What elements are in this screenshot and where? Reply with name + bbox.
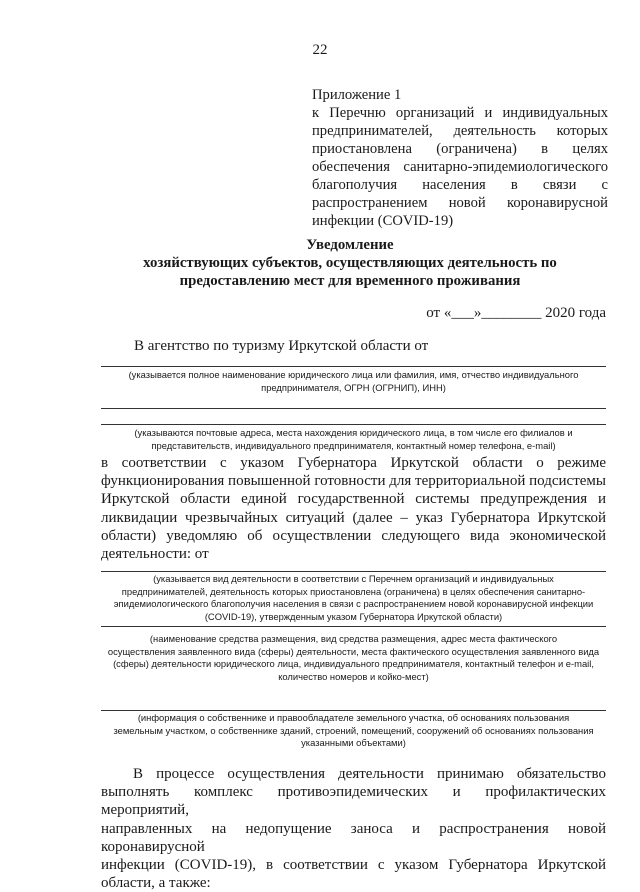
caption-line: предпринимателя, ОГРН (ОГРНИП), ИНН) — [261, 381, 446, 393]
appendix-line: к Перечню организаций и индивидуальных — [312, 105, 608, 121]
caption-line: (наименование средства размещения, вид средства размещения, адрес места фактического — [149, 633, 558, 644]
caption-line: осуществления заявленного вида (сферы) деятельности, места фактического осуществления заявленного вида — [107, 645, 600, 657]
appendix-line: приостановлена (ограничена) в целях — [312, 141, 608, 157]
paragraph-line: направленных на недопущение заноса и распространения новой коронавирусной — [101, 820, 606, 855]
paragraph-line: выполнять комплекс противоэпидемических и профилактических мероприятий, — [101, 784, 606, 819]
caption-line: представительств, индивидуального предпринимателя, контактный номер телефона, e-mail) — [151, 439, 556, 451]
appendix-line: инфекции (COVID-19) — [312, 213, 454, 229]
addressee-line: В агентство по туризму Иркутской области от — [134, 338, 429, 354]
title-line: предоставлению мест для временного проживания — [179, 273, 521, 289]
caption-line: (указывается полное наименование юридического лица или фамилия, имя, отчество индивидуального — [128, 369, 579, 380]
caption-line: земельным участком, о собственнике зданий, строений, помещений, сооружений об основаниях пользования — [113, 724, 594, 736]
caption-line: (COVID-19), утвержденным указом Губернатора Иркутской области) — [204, 610, 503, 622]
paragraph-line: в соответствии с указом Губернатора Иркутской области о режиме — [101, 455, 606, 471]
appendix-line: распространением новой коронавирусной — [312, 195, 608, 211]
fill-line — [101, 571, 606, 572]
appendix-block — [312, 86, 608, 230]
document-title — [60, 236, 640, 290]
caption-accommodation — [101, 633, 606, 683]
caption-applicant — [101, 369, 606, 394]
caption-line: указанными объектами) — [301, 737, 406, 748]
date-line: от «___»________ 2020 года — [426, 305, 606, 321]
fill-line — [101, 710, 606, 711]
appendix-line: обеспечения санитарно-эпидемиологического — [312, 159, 608, 175]
fill-line — [101, 626, 606, 627]
fill-line — [101, 424, 606, 425]
caption-line: (указываются почтовые адреса, места нахождения юридического лица, в том числе его филиалов и — [134, 427, 573, 438]
paragraph-line: ликвидации чрезвычайных ситуаций (далее – указ Губернатора Иркутской — [101, 509, 606, 526]
caption-line: предпринимателей, деятельность которых приостановлена (ограничена) в целях обеспечения санитарно- — [121, 585, 586, 597]
paragraph-line: инфекции (COVID-19), в соответствии с указом Губернатора Иркутской — [101, 857, 606, 874]
paragraph-line: В процессе осуществления деятельности принимаю обязательство — [133, 766, 606, 782]
appendix-title: Приложение 1 — [312, 87, 402, 103]
fill-line — [101, 408, 606, 409]
caption-line: (сферы) деятельности юридического лица, индивидуального предпринимателя, контактный телефон и e-mail, — [113, 658, 594, 669]
paragraph-obligation — [101, 765, 606, 892]
caption-line: (указывается вид деятельности в соответствии с Перечнем организаций и индивидуальных — [153, 573, 554, 584]
paragraph-line: функционирования повышенной готовности для территориальной подсистемы — [101, 473, 606, 490]
caption-line: эпидемиологического благополучия населения в связи с распространением новой коронавирусной инфекции — [113, 598, 594, 609]
caption-line: количество номеров и койко-мест) — [278, 670, 429, 682]
appendix-line: благополучия населения в связи с — [312, 177, 608, 193]
caption-line: (информация о собственнике и правообладателе земельного участка, об основаниях пользования — [137, 712, 570, 723]
caption-activity — [101, 573, 606, 623]
page-number: 22 — [312, 42, 328, 58]
fill-line — [101, 366, 606, 367]
title-line: Уведомление — [306, 237, 394, 253]
paragraph-line: Иркутской области единой государственной системы предупреждения и — [101, 491, 606, 508]
paragraph-decree — [101, 454, 606, 563]
appendix-line: предпринимателей, деятельность которых — [312, 123, 608, 139]
paragraph-line: области, а также: — [101, 875, 211, 892]
caption-land-owner — [101, 712, 606, 750]
title-line: хозяйствующих субъектов, осуществляющих деятельность по — [143, 255, 557, 271]
paragraph-line: деятельности: от — [101, 546, 209, 563]
paragraph-line: области) уведомляю об осуществлении следующего вида экономической — [101, 527, 606, 544]
caption-addresses — [101, 427, 606, 452]
